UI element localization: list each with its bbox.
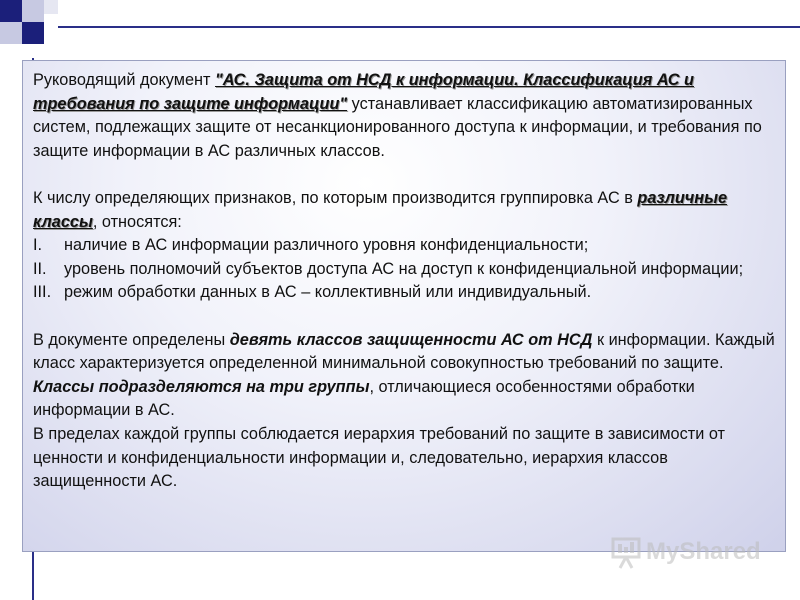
list-item-text: уровень полномочий субъектов доступа АС на доступ к конфиденциальной информации;	[64, 259, 744, 278]
classes-mid: к информации. Каждый класс характеризуется определенной минимальной совокупностью требований по защите.	[33, 330, 775, 373]
deco-square-light-3	[44, 0, 58, 14]
watermark	[610, 532, 770, 572]
list-item-number: II.	[33, 259, 47, 278]
list-item	[33, 281, 775, 305]
deco-square-dark-2	[22, 22, 44, 44]
spacer	[33, 305, 775, 329]
intro-lead: Руководящий документ	[33, 71, 215, 89]
list-item-number: III.	[33, 283, 52, 302]
criteria-lead: К числу определяющих признаков, по которым производится группировка АС в	[33, 188, 638, 207]
paragraph-classes	[33, 329, 775, 423]
deco-square-dark-1	[0, 0, 22, 22]
presentation-board-icon	[610, 536, 644, 570]
intro-rest: устанавливает классификацию автоматизированных систем, подлежащих защите от несанкционированного доступа к информации, и требования по защите информации в АС различных классов.	[33, 94, 762, 160]
list-item	[33, 234, 775, 258]
spacer	[33, 163, 775, 187]
watermark-text: MyShared	[646, 538, 761, 565]
classes-count-emphasis: девять классов защищенности АС от НСД	[229, 330, 593, 349]
criteria-rest: , относятся:	[92, 212, 182, 231]
classes-rest: , отличающиеся особенностями обработки информации в АС.	[33, 377, 695, 420]
criteria-list	[33, 234, 775, 305]
paragraph-hierarchy: В пределах каждой группы соблюдается иерархия требований по защите в зависимости от ценности и конфиденциальности информации и, следовательно, иерархия классов защищенности АС.	[33, 424, 725, 491]
criteria-emphasis: различные классы	[33, 188, 728, 231]
paragraph-criteria-intro	[33, 187, 775, 234]
deco-horizontal-line	[58, 26, 800, 28]
classes-lead: В документе определены	[33, 330, 230, 349]
classes-groups-emphasis: Классы подразделяются на три группы	[33, 377, 370, 396]
document-title: "АС. Защита от НСД к информации. Классификация АС и требования по защите информации"	[33, 71, 694, 113]
deco-square-light-2	[0, 22, 22, 44]
list-item-number: I.	[33, 236, 43, 255]
list-item	[33, 258, 775, 282]
deco-square-light-1	[22, 0, 44, 22]
content-panel	[22, 60, 786, 552]
list-item-text: режим обработки данных в АС – коллективный или индивидуальный.	[64, 283, 592, 302]
list-item-text: наличие в АС информации различного уровня конфиденциальности;	[64, 236, 589, 255]
paragraph-intro	[33, 69, 775, 163]
